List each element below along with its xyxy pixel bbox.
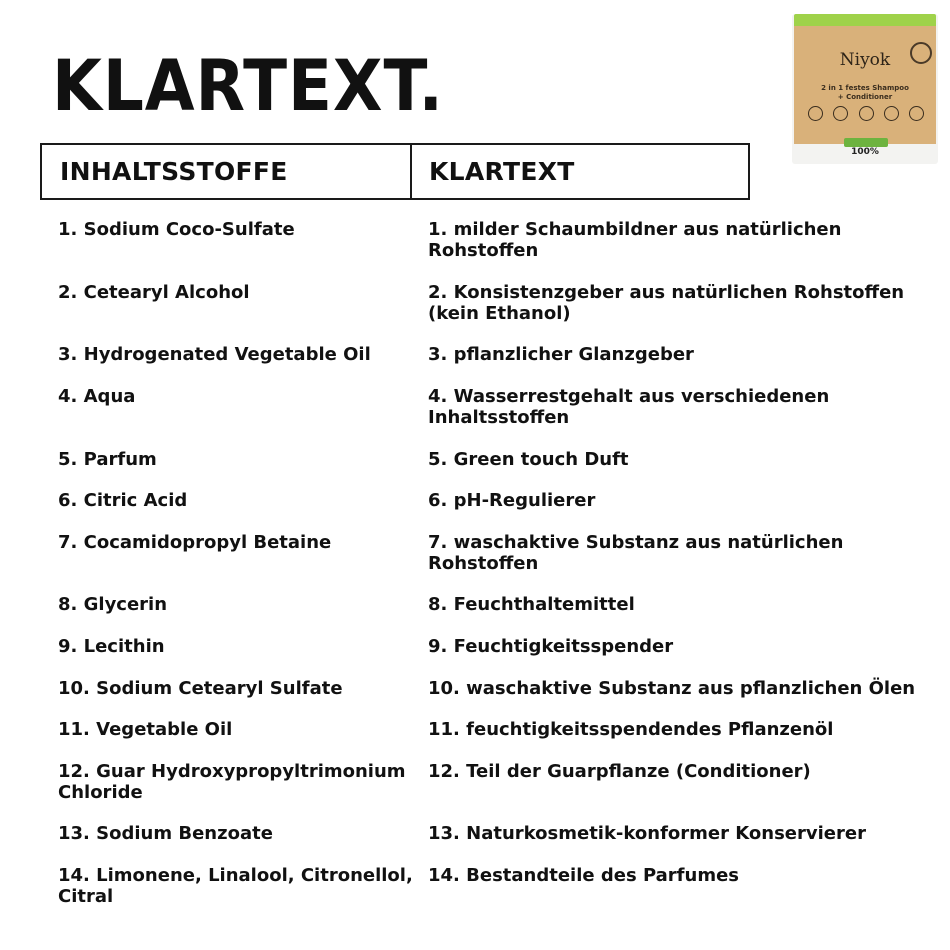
ingredient-explanation: 9. Feuchtigkeitsspender	[428, 636, 674, 657]
feature-icon	[833, 106, 848, 121]
ingredient-name: 8. Glycerin	[58, 594, 168, 615]
product-bottom-text: 100%	[851, 147, 879, 157]
header-klartext: KLARTEXT	[429, 157, 575, 186]
ingredient-name: 14. Limonene, Linalool, Citronellol, Citral	[58, 865, 413, 907]
product-line-1: 2 in 1 festes Shampoo	[821, 84, 909, 92]
ingredient-explanation: 2. Konsistenzgeber aus natürlichen Rohstoffen (kein Ethanol)	[428, 282, 905, 324]
header-inhaltsstoffe: INHALTSSTOFFE	[42, 145, 412, 198]
ingredient-name: 2. Cetearyl Alcohol	[58, 282, 250, 303]
ingredient-name: 1. Sodium Coco-Sulfate	[58, 219, 295, 240]
ingredient-name: 4. Aqua	[58, 386, 136, 407]
ingredient-explanation: 11. feuchtigkeitsspendendes Pflanzenöl	[428, 719, 834, 740]
ingredient-name: 10. Sodium Cetearyl Sulfate	[58, 678, 343, 699]
ingredient-name: 11. Vegetable Oil	[58, 719, 233, 740]
product-tag	[844, 138, 888, 147]
ingredient-explanation: 8. Feuchthaltemittel	[428, 594, 635, 615]
ingredient-explanation: 4. Wasserrestgehalt aus verschiedenen Inhaltsstoffen	[428, 386, 830, 428]
ingredient-explanation: 3. pflanzlicher Glanzgeber	[428, 344, 694, 365]
product-box	[794, 26, 936, 144]
ingredient-explanation: 5. Green touch Duft	[428, 449, 629, 470]
ingredient-name: 13. Sodium Benzoate	[58, 823, 273, 844]
ingredient-name: 12. Guar Hydroxypropyltrimonium Chloride	[58, 761, 406, 803]
product-lid	[794, 14, 936, 26]
ingredient-name: 9. Lecithin	[58, 636, 165, 657]
ingredient-explanation: 13. Naturkosmetik-konformer Konservierer	[428, 823, 866, 844]
ingredient-name: 5. Parfum	[58, 449, 157, 470]
product-description	[794, 84, 936, 102]
ingredient-explanation: 10. waschaktive Substanz aus pflanzlichen Ölen	[428, 678, 916, 699]
ingredient-explanation: 14. Bestandteile des Parfumes	[428, 865, 740, 886]
product-brand: Niyok	[839, 50, 891, 70]
ingredient-name: 3. Hydrogenated Vegetable Oil	[58, 344, 371, 365]
feature-icon	[808, 106, 823, 121]
ingredient-explanation: 6. pH-Regulierer	[428, 490, 596, 511]
feature-icon	[859, 106, 874, 121]
product-line-2: + Conditioner	[837, 93, 893, 101]
feature-icon	[909, 106, 924, 121]
ingredient-name: 7. Cocamidopropyl Betaine	[58, 532, 332, 553]
page-title: KLARTEXT.	[52, 45, 444, 127]
ingredient-explanation: 7. waschaktive Substanz aus natürlichen Rohstoffen	[428, 532, 844, 574]
feature-icon	[884, 106, 899, 121]
ingredient-explanation: 12. Teil der Guarpflanze (Conditioner)	[428, 761, 811, 782]
ingredient-name: 6. Citric Acid	[58, 490, 188, 511]
product-box-image	[792, 14, 938, 164]
product-feature-icons	[808, 106, 924, 122]
ingredient-explanation: 1. milder Schaumbildner aus natürlichen Rohstoffen	[428, 219, 842, 261]
